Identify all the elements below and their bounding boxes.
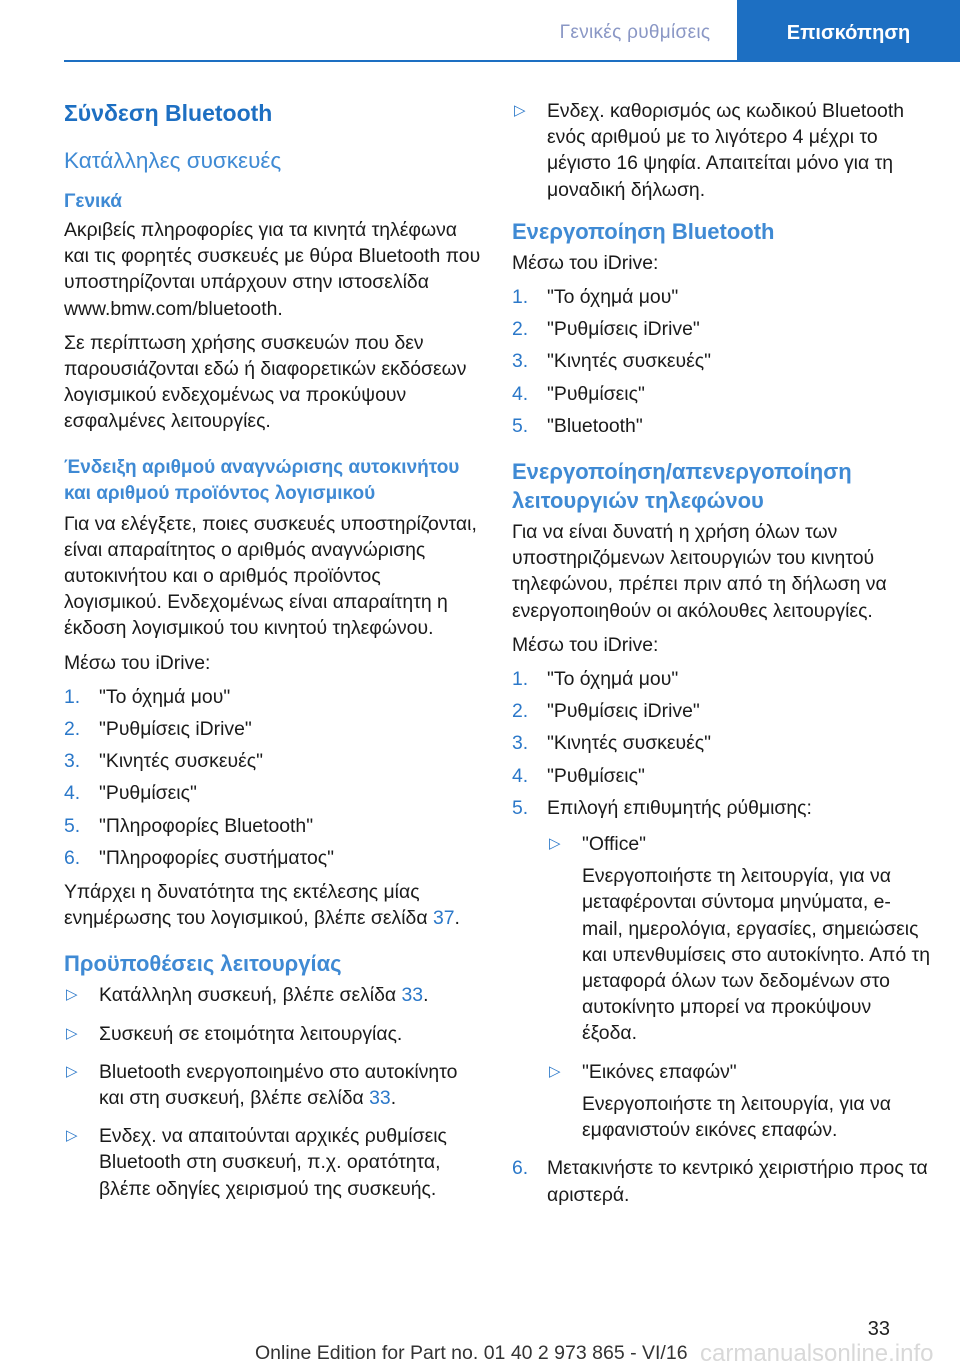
left-column: [64, 98, 482, 1214]
functions-paragraph: Για να είναι δυνατή η χρήση όλων των υποστηριζόμενων λειτουργιών του κινητού τηλεφώνου, πρέπει πριν από τη δήλωση να ενεργοποιηθούν οι ακόλουθες λειτουργίες.: [512, 521, 887, 622]
list-item: ▷ "Office" Ενεργοποιήστε τη λειτουργία, για να μεταφέρονται σύντομα μηνύματα, e-mail, ημερολόγια, εργασίες, σημειώσεις και υπενθυμίσεις στο αυτοκίνητο. Από τη μεταφορά όλων των δεδομένων στο αυτοκίνητο μπορεί να προκύψουν έξοδα.: [547, 831, 930, 1047]
id-paragraph: Για να ελέγξετε, ποιες συσκευές υποστηρίζονται, είναι απαραίτητος ο αριθμός αναγνώρισης αυτοκινήτου και ο αριθμός προϊόντος λογισμικού. Ενδεχομένως είναι απαραίτητη η έκδοση λογισμικού του κινητού τηλεφώνου.: [64, 512, 477, 640]
triangle-bullet-icon: ▷: [549, 835, 561, 853]
office-note: Ενεργοποιήστε τη λειτουργία, για να μεταφέρονται σύντομα μηνύματα, e-mail, ημερολόγια, εργασίες, σημειώσεις και υπενθυμίσεις στο αυτοκίνητο. Από τη μεταφορά όλων των δεδομένων στο αυτοκίνητο μπορεί να προκύψουν έξοδα.: [582, 865, 930, 1045]
right-column: [512, 98, 930, 1216]
triangle-bullet-icon: ▷: [66, 1062, 78, 1080]
list-item: ▷ "Εικόνες επαφών" Ενεργοποιήστε τη λειτουργία, για να εμφανιστούν εικόνες επαφών.: [547, 1059, 930, 1144]
tab-overview[interactable]: Επισκόπηση: [737, 0, 960, 62]
via-idrive-label: Μέσω του iDrive:: [64, 651, 211, 674]
prereq-list: [64, 982, 482, 1201]
list-item: 2. "Ρυθμίσεις iDrive": [512, 318, 700, 341]
update-paragraph: Υπάρχει η δυνατότητα της εκτέλεσης μίας ενημέρωσης του λογισμικού, βλέπε σελίδα 37.: [64, 881, 460, 930]
list-item: 4. "Ρυθμίσεις": [512, 382, 645, 405]
list-item: ▷ Ενδεχ. καθορισμός ως κωδικού Bluetooth ενός αριθμού με το λιγότερο 4 μέχρι το μέγιστο 16 ψηφία. Απαιτείται μόνο για τη μοναδική δήλωση.: [514, 100, 904, 201]
contact-images-note: Ενεργοποιήστε τη λειτουργία, για να εμφανιστούν εικόνες επαφών.: [582, 1092, 891, 1142]
via-idrive-label: Μέσω του iDrive:: [512, 633, 659, 656]
id-steps-list: [64, 684, 482, 871]
triangle-bullet-icon: ▷: [66, 986, 78, 1004]
page-number: 33: [867, 1318, 890, 1340]
page-link[interactable]: 33: [369, 1087, 391, 1110]
list-item: 5. "Πληροφορίες Bluetooth": [64, 814, 314, 837]
list-item: 5. "Bluetooth": [512, 414, 643, 437]
edition-text: Online Edition for Part no. 01 40 2 973 865 - VI/16: [255, 1342, 688, 1364]
watermark: carmanualsonline.info: [700, 1340, 934, 1367]
header-rule: [64, 60, 960, 62]
list-item: 1. "Το όχημά μου": [512, 668, 679, 691]
list-item: 5. Επιλογή επιθυμητής ρύθμισης: ▷ "Office" Ενεργοποιήστε τη λειτουργία, για να μεταφέρονται σύντομα μηνύματα, e-mail, ημερολόγια, εργασίες, σημειώσεις και υπενθυμίσεις στο αυτοκίνητο. Από τη μεταφορά όλων των δεδομένων στο αυτοκίνητο μπορεί να προκύψουν έξοδα. ▷ "Εικόνες επαφών" Ενεργοποιήστε τη λειτουργία, για να εμφανιστούν εικόνες επαφών.: [512, 795, 930, 1143]
triangle-bullet-icon: ▷: [66, 1127, 78, 1145]
triangle-bullet-icon: ▷: [66, 1024, 78, 1042]
list-item: ▷ Bluetooth ενεργοποιημένο στο αυτοκίνητο και στη συσκευή, βλέπε σελίδα 33.: [66, 1060, 458, 1110]
list-item: 4. "Ρυθμίσεις": [64, 782, 197, 805]
list-item: 3. "Κινητές συσκευές": [64, 750, 263, 773]
list-item: 3. "Κινητές συσκευές": [512, 732, 711, 755]
via-idrive-label: Μέσω του iDrive:: [512, 251, 659, 274]
list-item: 2. "Ρυθμίσεις iDrive": [512, 700, 700, 723]
list-item: 4. "Ρυθμίσεις": [512, 764, 645, 787]
activate-heading: Ενεργοποίηση Bluetooth: [512, 218, 775, 244]
list-item: 3. "Κινητές συσκευές": [512, 350, 711, 373]
activate-steps-list: [512, 284, 930, 439]
prereq-heading: Προϋποθέσεις λειτουργίας: [64, 951, 342, 977]
triangle-bullet-icon: ▷: [549, 1062, 561, 1080]
list-item: 1. "Το όχημά μου": [64, 685, 231, 708]
page-footer: [0, 1312, 960, 1367]
list-item: ▷ Συσκευή σε ετοιμότητα λειτουργίας.: [64, 1021, 482, 1047]
section-label[interactable]: Γενικές ρυθμίσεις: [559, 22, 711, 43]
general-heading: Γενικά: [64, 191, 122, 212]
page-title: Σύνδεση Bluetooth: [64, 100, 273, 126]
id-heading: Ένδειξη αριθμού αναγνώρισης αυτοκινήτου και αριθμού προϊόντος λογισμικού: [64, 456, 460, 504]
list-item: ▷ Κατάλληλη συσκευή, βλέπε σελίδα 33.: [64, 982, 482, 1008]
list-item: ▷ Ενδεχ. να απαιτούνται αρχικές ρυθμίσεις Bluetooth στη συσκευή, π.χ. ορατότητα, βλέπε οδηγίες χειρισμού της συσκευής.: [66, 1125, 447, 1200]
list-item: 2. "Ρυθμίσεις iDrive": [64, 718, 252, 741]
function-steps-list: [512, 666, 930, 1208]
page-link[interactable]: 33: [401, 984, 424, 1007]
triangle-bullet-icon: ▷: [514, 102, 526, 119]
general-paragraph-1: Ακριβείς πληροφορίες για τα κινητά τηλέφωνα και τις φορητές συσκευές με θύρα Bluetooth που υποστηρίζονται υπάρχουν στην ιστοσελίδα www.bmw.com/bluetooth.: [64, 219, 481, 320]
continued-list: [512, 98, 930, 203]
subtitle: Κατάλληλες συσκευές: [64, 148, 282, 173]
general-paragraph-2: Σε περίπτωση χρήσης συσκευών που δεν παρουσιάζονται εδώ ή διαφορετικών εκδόσεων λογισμικού ενδεχομένως να προκύψουν εσφαλμένες λειτουργίες.: [64, 331, 467, 433]
list-item: 6. "Πληροφορίες συστήματος": [64, 846, 335, 869]
settings-sublist: [547, 831, 930, 1143]
page-link[interactable]: 37: [432, 907, 455, 930]
list-item: 1. "Το όχημά μου": [512, 286, 679, 309]
page-header: [0, 0, 960, 62]
functions-heading: Ενεργοποίηση/απενεργοποίηση λειτουργιών τηλεφώνου: [512, 459, 852, 514]
list-item: 6. Μετακινήστε το κεντρικό χειριστήριο προς τα αριστερά.: [512, 1157, 928, 1206]
